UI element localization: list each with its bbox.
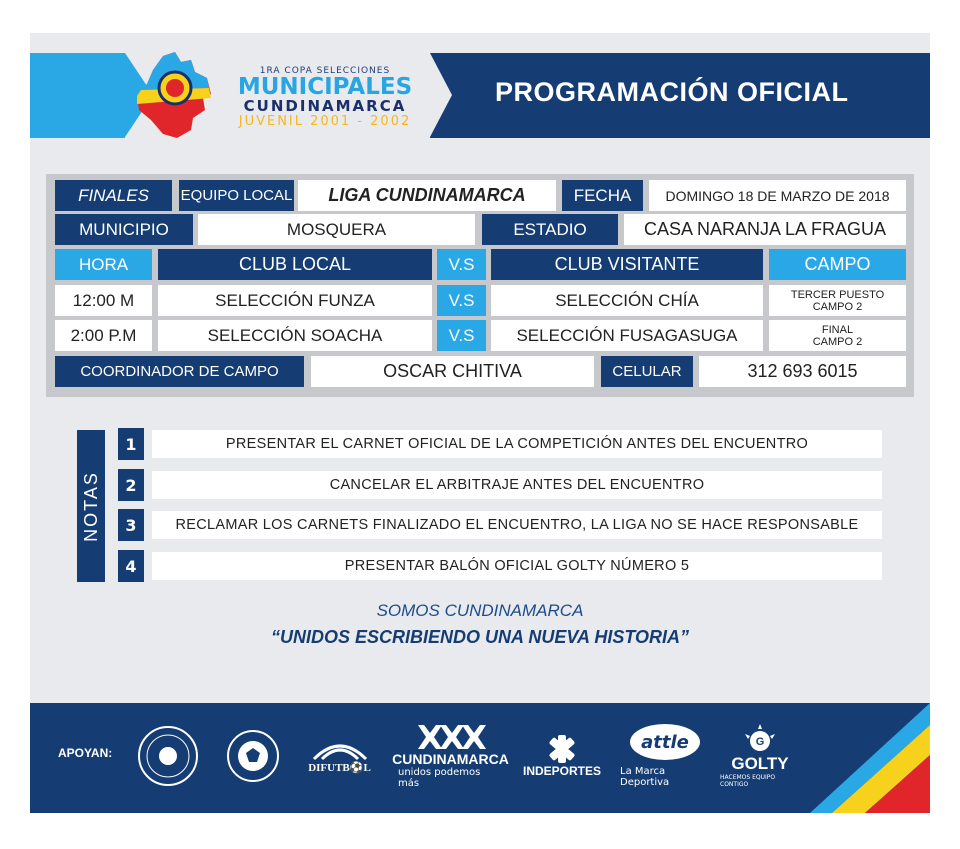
match-2-local: SELECCIÓN SOACHA bbox=[158, 320, 432, 351]
match-1-hora: 12:00 M bbox=[55, 285, 152, 316]
coordinador-label: COORDINADOR DE CAMPO bbox=[55, 356, 304, 387]
match-1-local: SELECCIÓN FUNZA bbox=[158, 285, 432, 316]
vs-header: V.S bbox=[437, 249, 486, 280]
cundinamarca-tagline: unidos podemos más bbox=[398, 767, 481, 789]
golty-tagline: HACEMOS EQUIPO CONTIGO bbox=[720, 774, 776, 788]
celular-label: CELULAR bbox=[601, 356, 693, 387]
fecha-value: DOMINGO 18 DE MARZO DE 2018 bbox=[649, 180, 906, 211]
note-text: PRESENTAR BALÓN OFICIAL GOLTY NÚMERO 5 bbox=[152, 552, 882, 580]
hora-header: HORA bbox=[55, 249, 152, 280]
golty-logo bbox=[720, 721, 800, 791]
estadio-value: CASA NARANJA LA FRAGUA bbox=[624, 214, 906, 245]
indeportes-name: INDEPORTES bbox=[522, 764, 601, 778]
liga-futbol-logo bbox=[133, 721, 203, 791]
municipales-word: MUNICIPALES bbox=[237, 74, 413, 100]
match-2-vs: V.S bbox=[437, 320, 486, 351]
note-number: 1 bbox=[118, 428, 144, 460]
equipo-local-value: LIGA CUNDINAMARCA bbox=[298, 180, 556, 211]
schedule-table bbox=[46, 174, 914, 397]
difutbol-name: DIFUTB⚽L bbox=[308, 761, 371, 774]
note-number: 3 bbox=[118, 509, 144, 541]
coordinador-name: OSCAR CHITIVA bbox=[311, 356, 594, 387]
header-title-banner bbox=[430, 53, 930, 138]
note-text: CANCELAR EL ARBITRAJE ANTES DEL ENCUENTRO bbox=[152, 471, 882, 499]
attle-logo bbox=[620, 721, 710, 791]
attle-name: attle bbox=[641, 731, 689, 753]
page-title: PROGRAMACIÓN OFICIAL bbox=[495, 77, 849, 107]
cundinamarca-name: CUNDINAMARCA bbox=[392, 751, 509, 767]
note-number: 2 bbox=[118, 469, 144, 501]
match-2-campo-line2: CAMPO 2 bbox=[812, 335, 863, 348]
difutbol-arc-icon bbox=[310, 739, 370, 761]
golty-name: GOLTY bbox=[731, 754, 789, 773]
match-1-campo-line2: CAMPO 2 bbox=[812, 300, 863, 313]
notes-label bbox=[77, 430, 105, 582]
cup-line: 1RA COPA SELECCIONES bbox=[259, 66, 391, 76]
sponsors-footer bbox=[30, 703, 930, 813]
match-2-hora: 2:00 P.M bbox=[55, 320, 152, 351]
match-2-visitante: SELECCIÓN FUSAGASUGA bbox=[491, 320, 763, 351]
club-local-header: CLUB LOCAL bbox=[158, 249, 432, 280]
attle-tagline: La Marca Deportiva bbox=[620, 766, 670, 788]
note-item bbox=[105, 469, 883, 501]
finales-label: FINALES bbox=[55, 180, 172, 211]
svg-text:G: G bbox=[755, 736, 765, 748]
cundinamarca-logo bbox=[392, 721, 509, 791]
match-1-campo-line1: TERCER PUESTO bbox=[790, 288, 885, 301]
note-item bbox=[105, 550, 883, 582]
attle-oval-icon bbox=[630, 724, 700, 760]
match-1-visitante: SELECCIÓN CHÍA bbox=[491, 285, 763, 316]
cundinamarca-map-logo bbox=[133, 48, 223, 144]
celular-value: 312 693 6015 bbox=[699, 356, 906, 387]
cundinamarca-word: CUNDINAMARCA bbox=[243, 97, 407, 115]
cup-logo-text bbox=[230, 66, 420, 130]
club-visitante-header: CLUB VISITANTE bbox=[491, 249, 763, 280]
match-2-campo bbox=[769, 320, 906, 351]
golty-star-icon bbox=[743, 724, 777, 754]
match-2-campo-line1: FINAL bbox=[821, 323, 854, 336]
liga-crest-icon bbox=[137, 725, 199, 787]
note-number: 4 bbox=[118, 550, 144, 582]
municipio-value: MOSQUERA bbox=[198, 214, 475, 245]
match-1-vs: V.S bbox=[437, 285, 486, 316]
slogan-line-2: “UNIDOS ESCRIBIENDO UNA NUEVA HISTORIA” bbox=[270, 627, 690, 647]
slogan-line-1: SOMOS CUNDINAMARCA bbox=[376, 601, 584, 620]
fecha-label: FECHA bbox=[562, 180, 643, 211]
header-left-accent bbox=[30, 53, 125, 138]
equipo-local-label: EQUIPO LOCAL bbox=[179, 180, 294, 211]
difutbol-logo bbox=[302, 721, 377, 791]
cundinamarca-people-icon bbox=[416, 723, 486, 751]
note-text: RECLAMAR LOS CARNETS FINALIZADO EL ENCUENTRO, LA LIGA NO SE HACE RESPONSABLE bbox=[152, 511, 882, 539]
note-text: PRESENTAR EL CARNET OFICIAL DE LA COMPETICIÓN ANTES DEL ENCUENTRO bbox=[152, 430, 882, 458]
notes-label-text: NOTAS bbox=[80, 470, 101, 542]
municipio-label: MUNICIPIO bbox=[55, 214, 193, 245]
note-item bbox=[105, 509, 883, 541]
flag-stripes-decoration bbox=[810, 703, 930, 813]
juvenil-years: JUVENIL 2001 - 2002 bbox=[238, 114, 412, 129]
match-1-campo bbox=[769, 285, 906, 316]
apoyan-label: APOYAN: bbox=[58, 746, 113, 760]
estadio-label: ESTADIO bbox=[482, 214, 618, 245]
campo-header: CAMPO bbox=[769, 249, 906, 280]
federacion-ball-icon bbox=[226, 729, 280, 783]
poster bbox=[30, 33, 930, 813]
indeportes-star-icon bbox=[545, 734, 579, 764]
federacion-logo bbox=[223, 721, 283, 791]
indeportes-logo bbox=[522, 721, 602, 791]
note-item bbox=[105, 428, 883, 460]
